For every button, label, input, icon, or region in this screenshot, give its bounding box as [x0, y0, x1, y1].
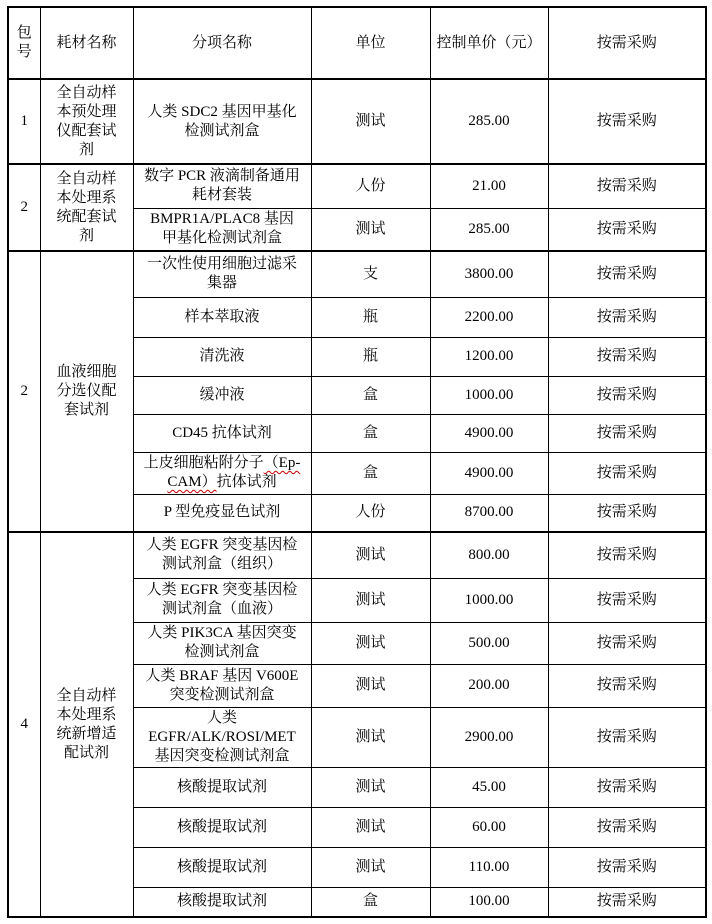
item-name-cell: P 型免疫显色试剂 [133, 494, 311, 532]
unit-cell: 测试 [311, 79, 430, 164]
unit-cell: 人份 [311, 494, 430, 532]
item-name-cell: 人类 PIK3CA 基因突变检测试剂盒 [133, 622, 311, 664]
item-name-cell: 核酸提取试剂 [133, 887, 311, 917]
header-cell-2: 分项名称 [133, 7, 311, 79]
procurement-cell: 按需采购 [548, 251, 706, 297]
price-cell: 1200.00 [430, 337, 548, 376]
item-name-cell: 人类 SDC2 基因甲基化检测试剂盒 [133, 79, 311, 164]
price-cell: 45.00 [430, 767, 548, 807]
unit-cell: 测试 [311, 847, 430, 887]
price-cell: 800.00 [430, 532, 548, 578]
unit-cell: 测试 [311, 767, 430, 807]
unit-cell: 盒 [311, 376, 430, 414]
price-cell: 200.00 [430, 664, 548, 707]
procurement-cell: 按需采购 [548, 767, 706, 807]
unit-cell: 测试 [311, 208, 430, 251]
item-name-cell: 样本萃取液 [133, 297, 311, 337]
procurement-cell: 按需采购 [548, 414, 706, 452]
price-cell: 110.00 [430, 847, 548, 887]
procurement-cell: 按需采购 [548, 807, 706, 847]
category-cell: 血液细胞分选仪配套试剂 [40, 251, 133, 532]
item-name-cell: 上皮细胞粘附分子（Ep-CAM）抗体试剂 [133, 452, 311, 494]
price-cell: 2200.00 [430, 297, 548, 337]
header-cell-0: 包号 [8, 7, 40, 79]
header-cell-5: 按需采购 [548, 7, 706, 79]
price-cell: 21.00 [430, 164, 548, 208]
price-cell: 1000.00 [430, 376, 548, 414]
price-cell: 3800.00 [430, 251, 548, 297]
item-name-cell: 核酸提取试剂 [133, 847, 311, 887]
procurement-cell: 按需采购 [548, 887, 706, 917]
package-no-cell: 4 [8, 532, 40, 917]
header-cell-4: 控制单价（元） [430, 7, 548, 79]
unit-cell: 测试 [311, 622, 430, 664]
package-no-cell: 1 [8, 79, 40, 164]
table-row [8, 79, 706, 164]
procurement-cell: 按需采购 [548, 164, 706, 208]
item-name-cell: 人类 EGFR 突变基因检测试剂盒（组织） [133, 532, 311, 578]
procurement-cell: 按需采购 [548, 79, 706, 164]
unit-cell: 瓶 [311, 297, 430, 337]
procurement-cell: 按需采购 [548, 376, 706, 414]
item-name-cell: 人类 EGFR 突变基因检测试剂盒（血液） [133, 578, 311, 622]
table-row [8, 164, 706, 208]
unit-cell: 测试 [311, 578, 430, 622]
item-name-cell: 人类 EGFR/ALK/ROSI/MET 基因突变检测试剂盒 [133, 707, 311, 767]
procurement-cell: 按需采购 [548, 297, 706, 337]
item-name-cell: 核酸提取试剂 [133, 807, 311, 847]
procurement-cell: 按需采购 [548, 494, 706, 532]
unit-cell: 支 [311, 251, 430, 297]
procurement-cell: 按需采购 [548, 664, 706, 707]
unit-cell: 瓶 [311, 337, 430, 376]
header-cell-3: 单位 [311, 7, 430, 79]
price-cell: 285.00 [430, 208, 548, 251]
item-name-cell: 人类 BRAF 基因 V600E 突变检测试剂盒 [133, 664, 311, 707]
item-name-cell: 清洗液 [133, 337, 311, 376]
package-no-cell: 2 [8, 251, 40, 532]
unit-cell: 测试 [311, 807, 430, 847]
price-cell: 285.00 [430, 79, 548, 164]
unit-cell: 盒 [311, 452, 430, 494]
price-cell: 4900.00 [430, 452, 548, 494]
procurement-cell: 按需采购 [548, 847, 706, 887]
category-cell: 全自动样本处理系统新增适配试剂 [40, 532, 133, 917]
price-cell: 2900.00 [430, 707, 548, 767]
procurement-cell: 按需采购 [548, 578, 706, 622]
procurement-cell: 按需采购 [548, 337, 706, 376]
table-row [8, 532, 706, 578]
table-body [8, 79, 706, 917]
page [0, 6, 712, 918]
item-name-cell: CD45 抗体试剂 [133, 414, 311, 452]
price-cell: 60.00 [430, 807, 548, 847]
item-name-cell: 一次性使用细胞过滤采集器 [133, 251, 311, 297]
package-no-cell: 2 [8, 164, 40, 251]
price-cell: 4900.00 [430, 414, 548, 452]
item-name-cell: 缓冲液 [133, 376, 311, 414]
unit-cell: 测试 [311, 707, 430, 767]
header-cell-1: 耗材名称 [40, 7, 133, 79]
header-row [8, 7, 706, 79]
unit-cell: 盒 [311, 414, 430, 452]
price-cell: 500.00 [430, 622, 548, 664]
category-cell: 全自动样本预处理仪配套试剂 [40, 79, 133, 164]
procurement-cell: 按需采购 [548, 707, 706, 767]
category-cell: 全自动样本处理系统配套试剂 [40, 164, 133, 251]
procurement-table [7, 6, 707, 918]
procurement-cell: 按需采购 [548, 622, 706, 664]
unit-cell: 盒 [311, 887, 430, 917]
price-cell: 1000.00 [430, 578, 548, 622]
item-name-cell: BMPR1A/PLAC8 基因甲基化检测试剂盒 [133, 208, 311, 251]
unit-cell: 测试 [311, 532, 430, 578]
table-row [8, 251, 706, 297]
procurement-cell: 按需采购 [548, 452, 706, 494]
price-cell: 100.00 [430, 887, 548, 917]
unit-cell: 人份 [311, 164, 430, 208]
procurement-cell: 按需采购 [548, 532, 706, 578]
misspelled-text: （Ep-CAM） [167, 455, 301, 490]
item-name-cell: 数字 PCR 液滴制备通用耗材套装 [133, 164, 311, 208]
unit-cell: 测试 [311, 664, 430, 707]
procurement-cell: 按需采购 [548, 208, 706, 251]
price-cell: 8700.00 [430, 494, 548, 532]
item-name-cell: 核酸提取试剂 [133, 767, 311, 807]
